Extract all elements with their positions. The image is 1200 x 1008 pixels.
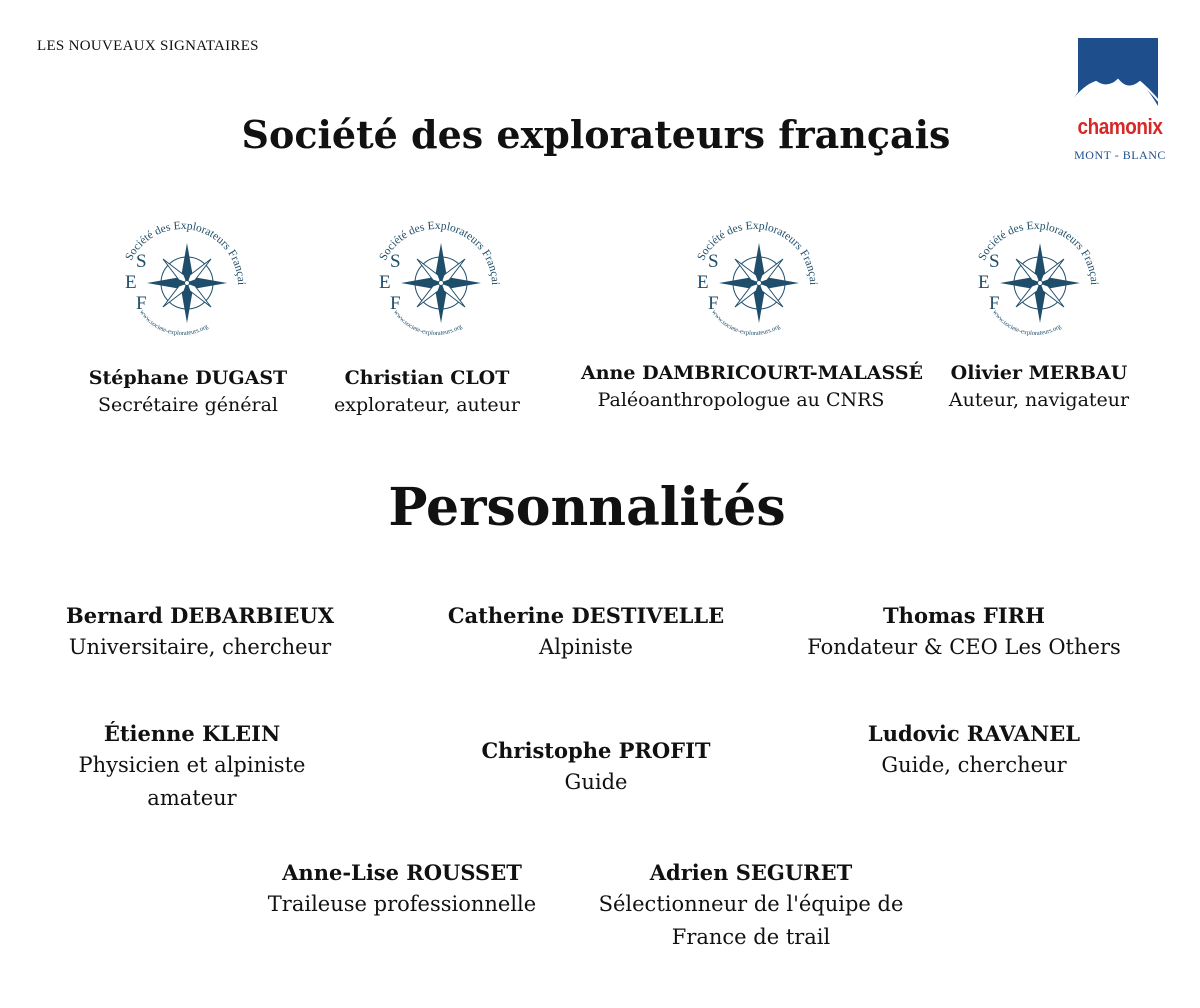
- person-card: [10, 601, 390, 664]
- person-card: [396, 601, 776, 664]
- person-role: Fondateur & CEO Les Others: [807, 635, 1121, 659]
- sef-member: [879, 360, 1199, 414]
- person-name: Catherine DESTIVELLE: [447, 603, 725, 628]
- sef-logo: [684, 215, 824, 345]
- member-role: explorateur, auteur: [333, 394, 520, 416]
- member-name: Olivier MERBAU: [950, 362, 1128, 384]
- member-role: Paléoanthropologue au CNRS: [597, 389, 885, 411]
- person-name: Thomas FIRH: [883, 603, 1045, 628]
- person-role: Guide, chercheur: [881, 753, 1067, 777]
- person-name: Ludovic RAVANEL: [867, 721, 1081, 746]
- member-role: Secrétaire général: [97, 394, 278, 416]
- chamonix-logo-sub: MONT - BLANC: [1074, 148, 1166, 162]
- person-name: Adrien SEGURET: [649, 860, 853, 885]
- person-name: Étienne KLEIN: [103, 721, 281, 746]
- person-role: Guide: [564, 770, 628, 794]
- sef-member: [267, 365, 587, 419]
- sef-member: [581, 360, 924, 414]
- person-role: Physicien et alpiniste amateur: [78, 753, 306, 810]
- person-card: [52, 719, 332, 815]
- person-card: [774, 601, 1154, 664]
- person-card: [784, 719, 1164, 782]
- sef-title: Société des explorateurs français: [241, 112, 951, 157]
- page-kicker: LES NOUVEAUX SIGNATAIRES: [37, 38, 259, 54]
- person-role: Alpiniste: [539, 635, 633, 659]
- person-name: Christophe PROFIT: [481, 738, 711, 763]
- sef-logo: [112, 215, 252, 345]
- person-name: Anne-Lise ROUSSET: [282, 860, 522, 885]
- member-role: Auteur, navigateur: [948, 389, 1130, 411]
- sef-logo: [366, 215, 506, 345]
- person-name: Bernard DEBARBIEUX: [65, 603, 334, 628]
- person-card: [586, 858, 916, 954]
- person-card: [212, 858, 592, 921]
- member-name: Anne DAMBRICOURT-MALASSÉ: [581, 362, 924, 384]
- member-name: Stéphane DUGAST: [88, 367, 288, 389]
- person-role: Universitaire, chercheur: [68, 635, 332, 659]
- person-card: [406, 736, 786, 799]
- person-role: Traileuse professionnelle: [267, 892, 537, 916]
- personnalites-title: Personnalités: [388, 477, 786, 538]
- sef-logo: [965, 215, 1105, 345]
- person-role: Sélectionneur de l'équipe de France de trail: [598, 892, 904, 949]
- chamonix-logo-word: chamonix: [1077, 114, 1163, 139]
- member-name: Christian CLOT: [344, 367, 510, 389]
- mountain-icon: [1070, 36, 1170, 114]
